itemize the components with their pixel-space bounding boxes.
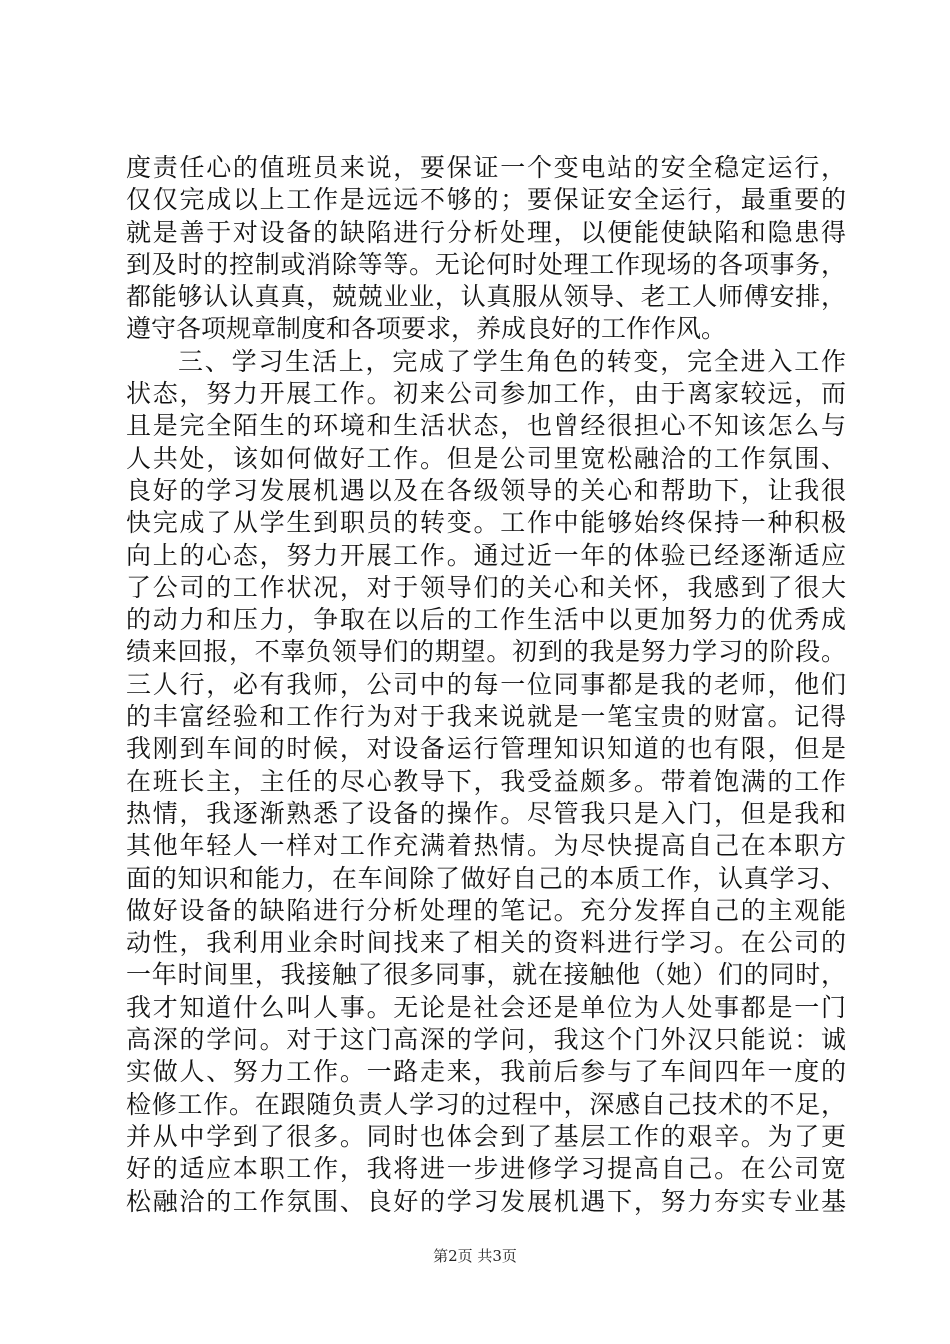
text-line: 绩来回报，不辜负领导们的期望。初到的我是努力学习的阶段。 bbox=[126, 637, 846, 667]
text-line: 做好设备的缺陷进行分析处理的笔记。充分发挥自己的主观能 bbox=[126, 895, 846, 925]
text-line: 热情，我逐渐熟悉了设备的操作。尽管我只是入门，但是我和 bbox=[126, 798, 846, 828]
page-number-label: 第2页 共3页 bbox=[433, 1247, 517, 1265]
text-line: 一年时间里，我接触了很多同事，就在接触他（她）们的同时， bbox=[126, 960, 846, 990]
text-line: 三人行，必有我师，公司中的每一位同事都是我的老师，他们 bbox=[126, 669, 846, 699]
text-line: 都能够认认真真，兢兢业业，认真服从领导、老工人师傅安排， bbox=[126, 282, 846, 312]
paragraph-start-line: 三、学习生活上，完成了学生角色的转变，完全进入工作 bbox=[178, 346, 846, 376]
text-line: 快完成了从学生到职员的转变。工作中能够始终保持一种积极 bbox=[126, 508, 846, 538]
text-line: 并从中学到了很多。同时也体会到了基层工作的艰辛。为了更 bbox=[126, 1121, 846, 1151]
text-line: 度责任心的值班员来说，要保证一个变电站的安全稳定运行， bbox=[126, 153, 846, 182]
text-line: 好的适应本职工作，我将进一步进修学习提高自己。在公司宽 bbox=[126, 1154, 846, 1184]
text-line: 松融洽的工作氛围、良好的学习发展机遇下，努力夯实专业基 bbox=[126, 1186, 846, 1216]
text-line: 检修工作。在跟随负责人学习的过程中，深感自己技术的不足， bbox=[126, 1089, 846, 1119]
text-line: 且是完全陌生的环境和生活状态，也曾经很担心不知该怎么与 bbox=[126, 411, 846, 441]
text-line: 了公司的工作状况，对于领导们的关心和关怀，我感到了很大 bbox=[126, 572, 846, 602]
text-line: 遵守各项规章制度和各项要求，养成良好的工作作风。 bbox=[126, 314, 727, 344]
text-line: 人共处，该如何做好工作。但是公司里宽松融洽的工作氛围、 bbox=[126, 443, 846, 473]
text-line: 的丰富经验和工作行为对于我来说就是一笔宝贵的财富。记得 bbox=[126, 702, 846, 732]
text-line: 仅仅完成以上工作是远远不够的；要保证安全运行，最重要的 bbox=[126, 185, 846, 215]
text-line: 向上的心态，努力开展工作。通过近一年的体验已经逐渐适应 bbox=[126, 540, 846, 570]
page-footer bbox=[0, 1245, 950, 1266]
text-line: 实做人、努力工作。一路走来，我前后参与了车间四年一度的 bbox=[126, 1057, 846, 1087]
text-line: 高深的学问。对于这门高深的学问，我这个门外汉只能说：诚 bbox=[126, 1025, 846, 1055]
text-line: 我才知道什么叫人事。无论是社会还是单位为人处事都是一门 bbox=[126, 992, 846, 1022]
text-line: 就是善于对设备的缺陷进行分析处理，以便能使缺陷和隐患得 bbox=[126, 217, 846, 247]
text-line: 动性，我利用业余时间找来了相关的资料进行学习。在公司的 bbox=[126, 928, 846, 958]
text-line: 我刚到车间的时候，对设备运行管理知识知道的也有限，但是 bbox=[126, 734, 846, 764]
text-line: 面的知识和能力，在车间除了做好自己的本质工作，认真学习、 bbox=[126, 863, 846, 893]
text-line: 状态，努力开展工作。初来公司参加工作，由于离家较远，而 bbox=[126, 379, 846, 409]
text-line: 良好的学习发展机遇以及在各级领导的关心和帮助下，让我很 bbox=[126, 475, 846, 505]
text-line: 的动力和压力，争取在以后的工作生活中以更加努力的优秀成 bbox=[126, 605, 846, 635]
document-body bbox=[126, 152, 846, 1218]
text-line: 其他年轻人一样对工作充满着热情。为尽快提高自己在本职方 bbox=[126, 831, 846, 861]
text-line: 到及时的控制或消除等等。无论何时处理工作现场的各项事务， bbox=[126, 249, 846, 279]
text-line: 在班长主，主任的尽心教导下，我受益颇多。带着饱满的工作 bbox=[126, 766, 846, 796]
